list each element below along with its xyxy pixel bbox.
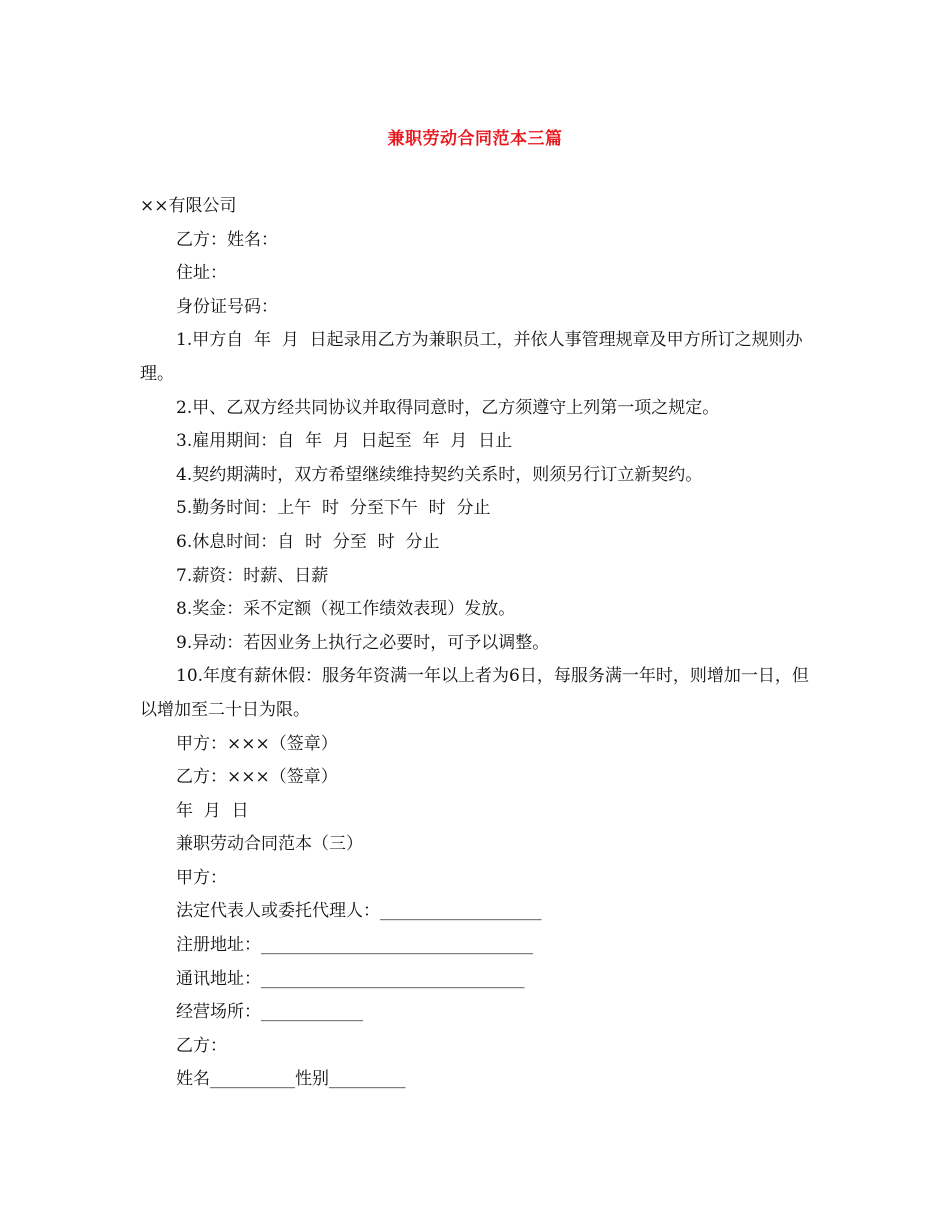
party-b-line: 乙方： [176, 1035, 227, 1056]
party-b-name-line: 乙方：姓名： [176, 229, 278, 250]
clause-8: 8.奖金：采不定额（视工作绩效表现）发放。 [176, 599, 516, 620]
address-line: 住址： [176, 263, 227, 284]
clause-5: 5.勤务时间：上午 时 分至下午 时 分止 [176, 498, 491, 519]
signature-party-a: 甲方：×××（签章） [176, 733, 338, 754]
name-gender-field: 姓名__________性别_________ [176, 1069, 406, 1090]
clause-3: 3.雇用期间：自 年 月 日起至 年 月 日止 [176, 431, 513, 452]
document-body [140, 190, 812, 1097]
clause-9: 9.异动：若因业务上执行之必要时，可予以调整。 [176, 632, 550, 653]
id-number-line: 身份证号码： [176, 296, 278, 317]
document-title: 兼职劳动合同范本三篇 [387, 129, 563, 149]
signature-party-b: 乙方：×××（签章） [176, 767, 338, 788]
clause-7: 7.薪资：时薪、日薪 [176, 565, 329, 586]
mailing-address-field: 通讯地址：_______________________________ [176, 968, 525, 989]
business-place-field: 经营场所：____________ [176, 1002, 363, 1023]
section-3-heading: 兼职劳动合同范本（三） [176, 834, 363, 855]
clause-10: 10.年度有薪休假：服务年资满一年以上者为6日，每服务满一年时，则增加一日，但以增加至二十日为限。 [140, 666, 809, 720]
clause-4: 4.契约期满时，双方希望继续维持契约关系时，则须另行订立新契约。 [176, 464, 703, 485]
company-line: ××有限公司 [140, 196, 237, 216]
clause-6: 6.休息时间：自 时 分至 时 分止 [176, 531, 440, 552]
clause-1: 1.甲方自 年 月 日起录用乙方为兼职员工，并依人事管理规章及甲方所订之规则办理。 [140, 330, 803, 384]
party-a-line: 甲方： [176, 867, 227, 888]
registered-address-field: 注册地址：________________________________ [176, 935, 533, 956]
clause-2: 2.甲、乙双方经共同协议并取得同意时，乙方须遵守上列第一项之规定。 [176, 397, 720, 418]
legal-rep-field: 法定代表人或委托代理人：___________________ [176, 901, 542, 922]
date-line: 年 月 日 [176, 800, 249, 821]
